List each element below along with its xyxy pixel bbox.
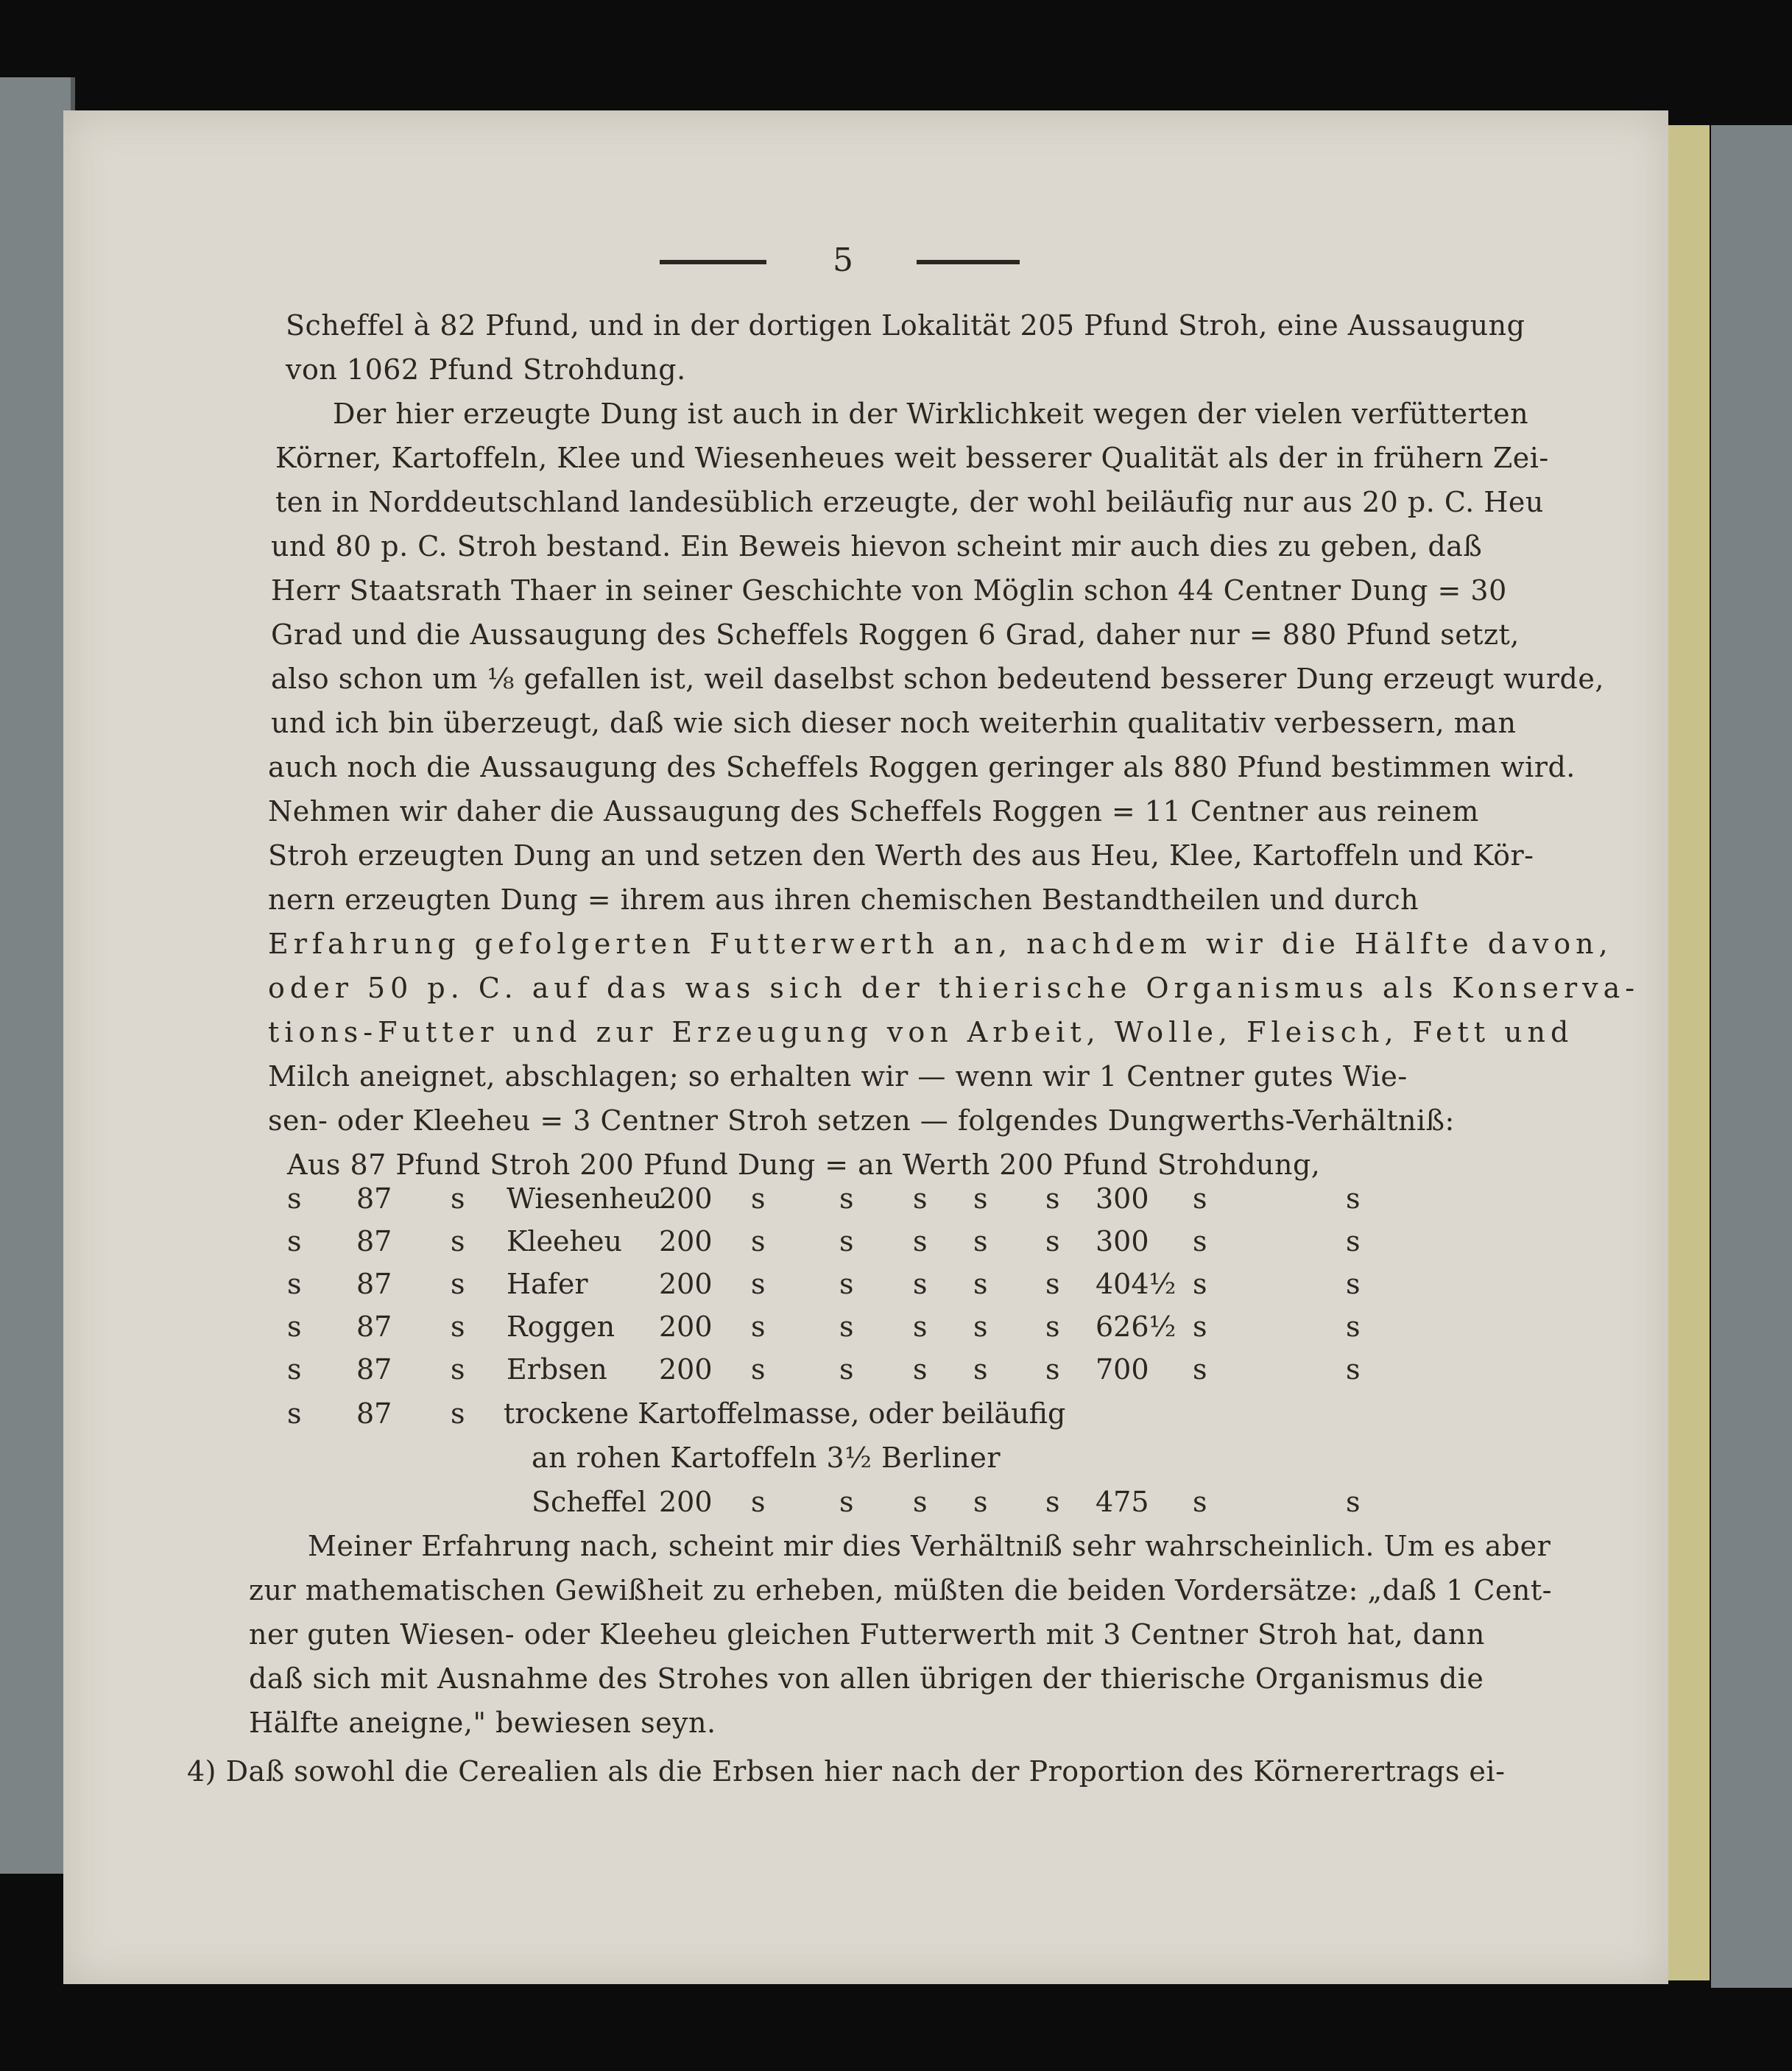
table-row	[0, 1350, 1792, 1389]
ditto-mark: s	[751, 1268, 766, 1300]
table-row	[0, 1179, 1792, 1218]
ditto-mark: s	[287, 1310, 302, 1343]
ditto-mark: s	[1346, 1268, 1361, 1300]
row-name: Scheffel	[532, 1486, 646, 1518]
row-quantity: 200	[659, 1310, 713, 1343]
text-line: zur mathematischen Gewißheit zu erheben, müßten die beiden Vordersätze: „daß 1 Cent-	[249, 1574, 1552, 1606]
row-name: Hafer	[507, 1268, 588, 1300]
ditto-mark: s	[913, 1268, 928, 1300]
table-header-row: Aus 87 Pfund Stroh 200 Pfund Dung = an Werth 200 Pfund Strohdung,	[287, 1149, 1321, 1181]
row-amount: 87	[356, 1268, 392, 1300]
ditto-mark: s	[751, 1310, 766, 1343]
text-line: Körner, Kartoffeln, Klee und Wiesenheues weit besserer Qualität als der in frühern Zei-	[275, 442, 1549, 474]
text-line: Der hier erzeugte Dung ist auch in der Wirklichkeit wegen der vielen verfütterten	[333, 398, 1529, 430]
row-name: Erbsen	[507, 1353, 607, 1386]
text-line: und ich bin überzeugt, daß wie sich dieser noch weiterhin qualitativ verbessern, man	[271, 707, 1517, 739]
row-quantity: 200	[659, 1268, 713, 1300]
row-name: Roggen	[507, 1310, 615, 1343]
ditto-mark: s	[451, 1225, 465, 1257]
row-value: 404½	[1096, 1268, 1177, 1300]
ditto-mark: s	[287, 1225, 302, 1257]
row-quantity: 200	[659, 1225, 713, 1257]
ditto-mark: s	[973, 1182, 988, 1215]
ditto-mark: s	[1346, 1486, 1361, 1518]
ditto-mark: s	[751, 1182, 766, 1215]
row-quantity: 200	[659, 1486, 713, 1518]
header-rule-right	[917, 260, 1020, 264]
text-line: oder 50 p. C. auf das was sich der thierische Organismus als Konserva-	[268, 972, 1640, 1004]
text-line: auch noch die Aussaugung des Scheffels Roggen geringer als 880 Pfund bestimmen wird.	[268, 751, 1576, 783]
ditto-mark: s	[973, 1353, 988, 1386]
row-name: Wiesenheu	[507, 1182, 662, 1215]
ditto-mark: s	[1346, 1310, 1361, 1343]
table-row	[0, 1265, 1792, 1303]
text-line: Herr Staatsrath Thaer in seiner Geschichte von Möglin schon 44 Centner Dung = 30	[271, 574, 1507, 607]
ditto-mark: s	[913, 1182, 928, 1215]
ditto-mark: s	[973, 1225, 988, 1257]
row-amount: 87	[356, 1397, 392, 1430]
ditto-mark: s	[913, 1486, 928, 1518]
row-value: 700	[1096, 1353, 1149, 1386]
ditto-mark: s	[451, 1268, 465, 1300]
row-amount: 87	[356, 1182, 392, 1215]
ditto-mark: s	[839, 1268, 854, 1300]
text-line: daß sich mit Ausnahme des Strohes von allen übrigen der thierische Organismus die	[249, 1662, 1484, 1695]
text-line: ten in Norddeutschland landesüblich erzeugte, der wohl beiläufig nur aus 20 p. C. Heu	[275, 486, 1544, 518]
row-value: 475	[1096, 1486, 1149, 1518]
ditto-mark: s	[913, 1353, 928, 1386]
row-value: 626½	[1096, 1310, 1177, 1343]
ditto-mark: s	[287, 1397, 302, 1430]
text-line: Grad und die Aussaugung des Scheffels Roggen 6 Grad, daher nur = 880 Pfund setzt,	[271, 618, 1520, 651]
text-line: von 1062 Pfund Strohdung.	[286, 353, 686, 386]
ditto-mark: s	[1346, 1353, 1361, 1386]
ditto-mark: s	[287, 1182, 302, 1215]
table-row	[0, 1483, 1792, 1521]
ditto-mark: s	[1346, 1182, 1361, 1215]
ditto-mark: s	[1045, 1225, 1060, 1257]
text-line: Erfahrung gefolgerten Futterwerth an, nachdem wir die Hälfte davon,	[268, 928, 1613, 960]
row-amount: 87	[356, 1225, 392, 1257]
text-line: Nehmen wir daher die Aussaugung des Scheffels Roggen = 11 Centner aus reinem	[268, 795, 1479, 828]
ditto-mark: s	[451, 1353, 465, 1386]
row-amount: 87	[356, 1310, 392, 1343]
ditto-mark: s	[1045, 1182, 1060, 1215]
ditto-mark: s	[1045, 1310, 1060, 1343]
ditto-mark: s	[973, 1268, 988, 1300]
ditto-mark: s	[1045, 1486, 1060, 1518]
row-quantity: 200	[659, 1182, 713, 1215]
row-value: 300	[1096, 1182, 1149, 1215]
row-value: 300	[1096, 1225, 1149, 1257]
text-line: tions-Futter und zur Erzeugung von Arbeit, Wolle, Fleisch, Fett und	[268, 1016, 1574, 1048]
ditto-mark: s	[1193, 1486, 1207, 1518]
ditto-mark: s	[839, 1182, 854, 1215]
ditto-mark: s	[1346, 1225, 1361, 1257]
ditto-mark: s	[839, 1353, 854, 1386]
text-line: also schon um ⅛ gefallen ist, weil daselbst schon bedeutend besserer Dung erzeugt wurde,	[271, 663, 1604, 695]
row-name: Kleeheu	[507, 1225, 622, 1257]
ditto-mark: s	[287, 1353, 302, 1386]
table-row	[0, 1394, 1792, 1433]
table-continuation: an rohen Kartoffeln 3½ Berliner	[532, 1442, 1001, 1474]
text-line: und 80 p. C. Stroh bestand. Ein Beweis hievon scheint mir auch dies zu geben, daß	[271, 530, 1483, 562]
text-line: nern erzeugten Dung = ihrem aus ihren chemischen Bestandtheilen und durch	[268, 883, 1419, 916]
table-row	[0, 1308, 1792, 1346]
ditto-mark: s	[973, 1486, 988, 1518]
list-item: 4) Daß sowohl die Cerealien als die Erbsen hier nach der Proportion des Körnerertrags ei-	[187, 1755, 1506, 1788]
ditto-mark: s	[839, 1310, 854, 1343]
ditto-mark: s	[1193, 1182, 1207, 1215]
ditto-mark: s	[1045, 1268, 1060, 1300]
ditto-mark: s	[1193, 1268, 1207, 1300]
text-line: Milch aneignet, abschlagen; so erhalten wir — wenn wir 1 Centner gutes Wie-	[268, 1060, 1408, 1093]
text-line: Hälfte aneigne," bewiesen seyn.	[249, 1707, 716, 1739]
ditto-mark: s	[1193, 1310, 1207, 1343]
ditto-mark: s	[451, 1397, 465, 1430]
text-line: Stroh erzeugten Dung an und setzen den Werth des aus Heu, Klee, Kartoffeln und Kör-	[268, 839, 1534, 872]
ditto-mark: s	[287, 1268, 302, 1300]
text-line: Meiner Erfahrung nach, scheint mir dies Verhältniß sehr wahrscheinlich. Um es aber	[308, 1530, 1551, 1562]
ditto-mark: s	[1045, 1353, 1060, 1386]
ditto-mark: s	[451, 1182, 465, 1215]
ditto-mark: s	[751, 1225, 766, 1257]
text-line: Scheffel à 82 Pfund, und in der dortigen Lokalität 205 Pfund Stroh, eine Aussaugung	[286, 309, 1525, 342]
ditto-mark: s	[751, 1486, 766, 1518]
row-name: trockene Kartoffelmasse, oder beiläufig	[504, 1397, 1066, 1430]
page-number: 5	[833, 241, 853, 279]
ditto-mark: s	[913, 1310, 928, 1343]
ditto-mark: s	[751, 1353, 766, 1386]
table-row	[0, 1222, 1792, 1260]
text-line: ner guten Wiesen- oder Kleeheu gleichen Futterwerth mit 3 Centner Stroh hat, dann	[249, 1618, 1485, 1651]
ditto-mark: s	[913, 1225, 928, 1257]
ditto-mark: s	[1193, 1225, 1207, 1257]
header-rule-left	[660, 260, 766, 264]
text-line: sen- oder Kleeheu = 3 Centner Stroh setzen — folgendes Dungwerths-Verhältniß:	[268, 1104, 1455, 1137]
ditto-mark: s	[973, 1310, 988, 1343]
ditto-mark: s	[839, 1225, 854, 1257]
row-amount: 87	[356, 1353, 392, 1386]
ditto-mark: s	[451, 1310, 465, 1343]
ditto-mark: s	[1193, 1353, 1207, 1386]
ditto-mark: s	[839, 1486, 854, 1518]
row-quantity: 200	[659, 1353, 713, 1386]
